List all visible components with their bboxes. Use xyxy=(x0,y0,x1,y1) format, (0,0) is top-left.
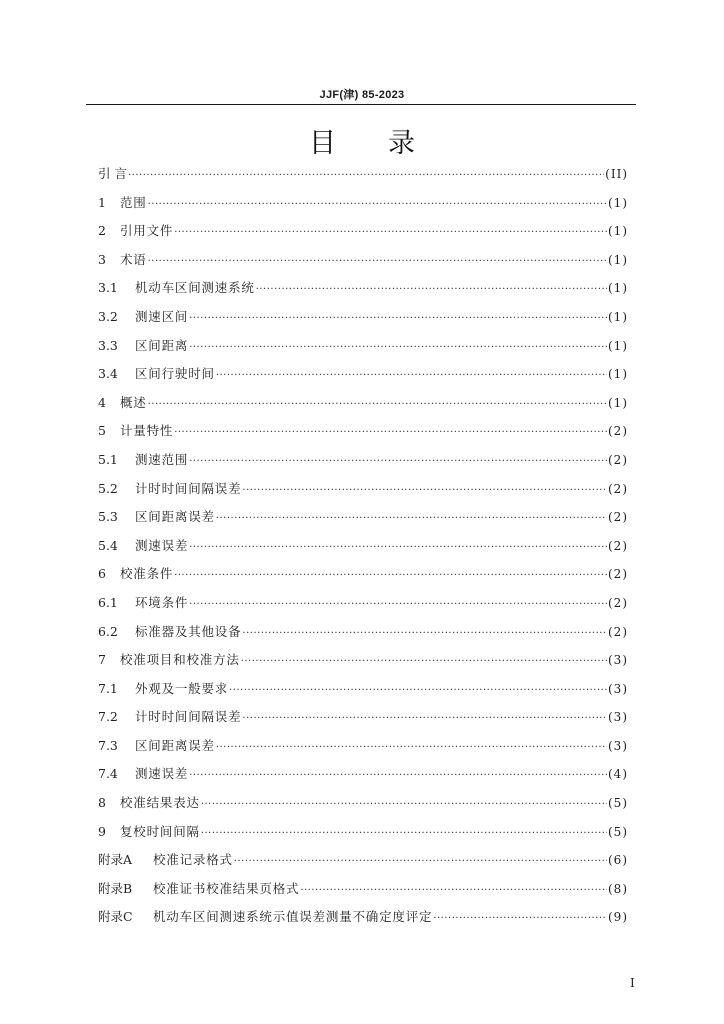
toc-leader-dots xyxy=(174,423,607,443)
toc-entry-title: 机动车区间测速系统示值误差测量不确定度评定 xyxy=(153,909,433,925)
toc-entry[interactable] xyxy=(98,307,628,336)
toc-entry-title: 机动车区间测速系统 xyxy=(135,280,255,296)
toc-entry-number: 7.4 xyxy=(98,766,118,782)
toc-entry[interactable] xyxy=(98,250,628,279)
toc-entry[interactable] xyxy=(98,707,628,736)
toc-leader-dots xyxy=(241,652,607,672)
toc-leader-dots xyxy=(242,624,607,644)
toc-entry-page: (5) xyxy=(608,824,628,839)
toc-entry-page: (3) xyxy=(608,681,628,696)
toc-entry-number: 1 xyxy=(98,194,106,210)
toc-entry[interactable] xyxy=(98,622,628,651)
toc-entry-title: 计时时间间隔误差 xyxy=(135,709,242,725)
toc-entry-title: 概述 xyxy=(120,394,147,410)
toc-entry-number: 5.1 xyxy=(98,451,118,467)
toc-entry-page: (2) xyxy=(608,510,628,525)
toc-entry-page: (1) xyxy=(608,395,628,410)
toc-leader-dots xyxy=(148,195,607,215)
toc-leader-dots xyxy=(216,509,607,529)
toc-entry-title: 外观及一般要求 xyxy=(135,680,229,696)
toc-entry-page: (2) xyxy=(608,595,628,610)
toc-entry-title: 校准证书校准结果页格式 xyxy=(153,880,300,896)
toc-entry[interactable] xyxy=(98,764,628,793)
toc-entry[interactable] xyxy=(98,593,628,622)
toc-entry-number: 6.1 xyxy=(98,594,118,610)
toc-entry[interactable] xyxy=(98,907,628,936)
toc-entry-number: 7 xyxy=(98,652,106,668)
toc-entry-number: 9 xyxy=(98,823,106,839)
toc-entry[interactable] xyxy=(98,336,628,365)
toc-entry-title: 标准器及其他设备 xyxy=(135,623,242,639)
toc-leader-dots xyxy=(189,595,607,615)
toc-entry-page: (6) xyxy=(608,853,628,868)
toc-entry[interactable] xyxy=(98,421,628,450)
toc-entry[interactable] xyxy=(98,564,628,593)
toc-leader-dots xyxy=(201,795,607,815)
toc-entry-page: (1) xyxy=(608,338,628,353)
toc-entry-page: (5) xyxy=(608,796,628,811)
toc-leader-dots xyxy=(189,309,607,329)
toc-leader-dots xyxy=(201,824,607,844)
toc-leader-dots xyxy=(300,881,607,901)
toc-entry-page: (1) xyxy=(608,224,628,239)
toc-entry[interactable] xyxy=(98,278,628,307)
toc-entry-number: 8 xyxy=(98,795,106,811)
toc-entry[interactable] xyxy=(98,536,628,565)
toc-entry-title: 计时时间间隔误差 xyxy=(135,480,242,496)
table-of-contents xyxy=(98,164,628,936)
toc-entry[interactable] xyxy=(98,822,628,851)
toc-entry-page: (4) xyxy=(608,767,628,782)
toc-leader-dots xyxy=(242,481,607,501)
toc-entry-title: 区间距离误差 xyxy=(135,509,215,525)
toc-leader-dots xyxy=(148,395,607,415)
toc-entry[interactable] xyxy=(98,850,628,879)
toc-entry-page: (3) xyxy=(608,738,628,753)
toc-entry-title: 引用文件 xyxy=(120,223,174,239)
toc-entry-page: (1) xyxy=(608,195,628,210)
toc-entry[interactable] xyxy=(98,793,628,822)
toc-entry[interactable] xyxy=(98,364,628,393)
toc-entry-number: 2 xyxy=(98,223,106,239)
toc-entry-number: 附录A xyxy=(98,852,133,868)
toc-entry-page: (2) xyxy=(608,424,628,439)
toc-leader-dots xyxy=(148,252,607,272)
toc-entry[interactable] xyxy=(98,164,628,193)
toc-entry-number: 7.1 xyxy=(98,680,118,696)
toc-entry-page: (II) xyxy=(605,167,628,181)
toc-entry[interactable] xyxy=(98,450,628,479)
toc-entry[interactable] xyxy=(98,879,628,908)
toc-entry-title: 测速误差 xyxy=(135,537,189,553)
toc-title: 目录 xyxy=(309,128,467,159)
toc-entry-number: 5.4 xyxy=(98,537,118,553)
toc-entry-page: (2) xyxy=(608,452,628,467)
toc-entry-number: 5.2 xyxy=(98,480,118,496)
toc-entry-page: (3) xyxy=(608,710,628,725)
toc-leader-dots xyxy=(174,223,607,243)
toc-entry-page: (1) xyxy=(608,367,628,382)
toc-entry[interactable] xyxy=(98,193,628,222)
toc-entry[interactable] xyxy=(98,507,628,536)
toc-leader-dots xyxy=(189,766,607,786)
toc-leader-dots xyxy=(216,738,607,758)
toc-entry-title: 测速范围 xyxy=(135,451,189,467)
toc-entry-title: 范围 xyxy=(120,194,147,210)
toc-entry-title: 区间距离 xyxy=(135,337,189,353)
toc-entry-number: 6.2 xyxy=(98,623,118,639)
toc-entry-title: 环境条件 xyxy=(135,594,189,610)
toc-leader-dots xyxy=(189,452,607,472)
toc-entry-number: 3 xyxy=(98,251,106,267)
toc-entry-title: 校准结果表达 xyxy=(120,795,200,811)
toc-entry-page: (1) xyxy=(608,252,628,267)
toc-entry-number: 3.3 xyxy=(98,337,118,353)
toc-entry-page: (1) xyxy=(608,281,628,296)
toc-entry-page: (8) xyxy=(608,881,628,896)
toc-entry-number: 7.3 xyxy=(98,737,118,753)
toc-entry-number: 6 xyxy=(98,566,106,582)
toc-leader-dots xyxy=(174,566,607,586)
toc-entry-title: 校准条件 xyxy=(120,566,174,582)
toc-entry-title: 计量特性 xyxy=(120,423,174,439)
toc-entry-number: 5 xyxy=(98,423,106,439)
toc-entry-title: 复校时间间隔 xyxy=(120,823,200,839)
toc-leader-dots xyxy=(189,338,607,358)
toc-leader-dots xyxy=(256,280,607,300)
toc-leader-dots xyxy=(242,709,607,729)
toc-entry-page: (2) xyxy=(608,624,628,639)
toc-entry-title: 区间行驶时间 xyxy=(135,366,215,382)
toc-leader-dots xyxy=(229,681,607,701)
toc-entry-number: 5.3 xyxy=(98,509,118,525)
toc-entry-page: (2) xyxy=(608,567,628,582)
toc-leader-dots xyxy=(216,366,607,386)
toc-entry[interactable] xyxy=(98,479,628,508)
toc-entry-title: 术语 xyxy=(120,251,147,267)
toc-entry-number: 3.1 xyxy=(98,280,118,296)
toc-entry[interactable] xyxy=(98,393,628,422)
toc-leader-dots xyxy=(128,166,604,186)
toc-entry-page: (1) xyxy=(608,309,628,324)
toc-entry[interactable] xyxy=(98,679,628,708)
toc-entry-number: 7.2 xyxy=(98,709,118,725)
toc-entry[interactable] xyxy=(98,736,628,765)
toc-entry[interactable] xyxy=(98,221,628,250)
toc-entry-number: 4 xyxy=(98,394,106,410)
toc-entry-number: 3.2 xyxy=(98,308,118,324)
page-number: I xyxy=(630,976,635,990)
toc-entry-title: 测速误差 xyxy=(135,766,189,782)
toc-leader-dots xyxy=(433,909,607,929)
toc-entry-page: (2) xyxy=(608,538,628,553)
header-divider xyxy=(86,104,636,105)
toc-leader-dots xyxy=(189,538,607,558)
toc-entry-title: 区间距离误差 xyxy=(135,737,215,753)
toc-entry-page: (3) xyxy=(608,653,628,668)
toc-entry-title: 校准项目和校准方法 xyxy=(120,652,240,668)
toc-leader-dots xyxy=(234,852,607,872)
toc-entry-number: 3.4 xyxy=(98,366,118,382)
toc-entry-title: 校准记录格式 xyxy=(153,852,233,868)
toc-entry-title: 测速区间 xyxy=(135,308,189,324)
toc-entry-page: (9) xyxy=(608,910,628,925)
toc-entry-number: 附录B xyxy=(98,880,133,896)
toc-entry[interactable] xyxy=(98,650,628,679)
toc-entry-number: 引 言 xyxy=(98,166,127,181)
toc-entry-number: 附录C xyxy=(98,909,133,925)
document-code: JJF(津) 85-2023 xyxy=(319,89,405,101)
toc-entry-page: (2) xyxy=(608,481,628,496)
